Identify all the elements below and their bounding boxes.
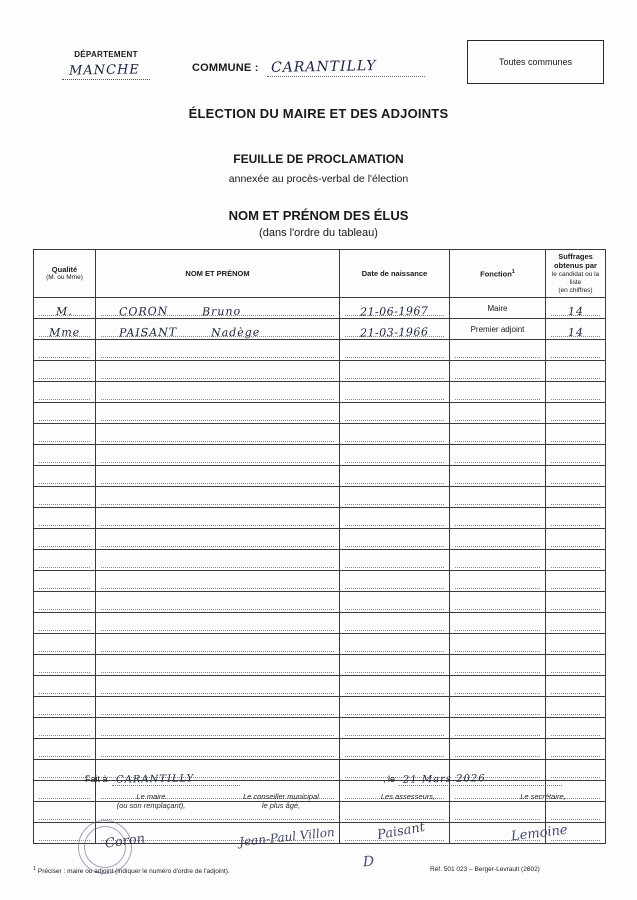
cell-nom-prenom[interactable] — [96, 403, 340, 424]
cell-qualite[interactable] — [34, 403, 96, 424]
elected-officials-table — [33, 249, 606, 844]
cell-suffrages[interactable] — [546, 550, 606, 571]
cell-date-naissance[interactable] — [340, 403, 450, 424]
cell-qualite[interactable] — [34, 718, 96, 739]
toutes-communes-label: Toutes communes — [498, 57, 573, 67]
cell-nom-prenom[interactable] — [96, 718, 340, 739]
cell-suffrages[interactable]: 14 — [546, 298, 606, 319]
cell-fonction[interactable] — [450, 739, 546, 760]
signature-mark-assesseurs: Paisant — [376, 819, 427, 844]
form-reference: Réf. 501 023 – Berger-Levrault (2602) — [430, 866, 540, 873]
table-row — [34, 361, 606, 382]
cell-qualite[interactable] — [34, 508, 96, 529]
cell-fonction[interactable] — [450, 529, 546, 550]
cell-date-naissance[interactable] — [340, 613, 450, 634]
signature-label-conseiller-line1: Le conseiller municipal — [243, 792, 319, 801]
column-header-date-naissance-title: Date de naissance — [361, 268, 428, 278]
column-header-suffrages-title: Suffrages obtenus par — [554, 252, 597, 271]
cell-nom-prenom[interactable] — [96, 571, 340, 592]
cell-date-naissance[interactable] — [340, 340, 450, 361]
cell-date-naissance[interactable]: 21-06-1967 — [340, 298, 450, 319]
cell-date-naissance[interactable] — [340, 676, 450, 697]
cell-fonction[interactable] — [450, 340, 546, 361]
cell-qualite[interactable] — [34, 613, 96, 634]
signature-block-maire — [91, 792, 211, 811]
cell-nom-prenom[interactable] — [96, 466, 340, 487]
cell-nom-prenom[interactable] — [96, 634, 340, 655]
form-header — [0, 40, 637, 90]
departement-value — [62, 62, 150, 80]
table-header — [34, 250, 606, 298]
cell-qualite[interactable] — [34, 634, 96, 655]
section-subtitle-ordre: (dans l'ordre du tableau) — [259, 227, 378, 239]
table-row — [34, 298, 606, 319]
cell-nom-prenom[interactable] — [96, 340, 340, 361]
cell-date-naissance[interactable] — [340, 655, 450, 676]
cell-date-naissance[interactable] — [340, 361, 450, 382]
cell-qualite[interactable]: Mme — [34, 319, 96, 340]
toutes-communes-box — [467, 40, 604, 84]
cell-date-naissance[interactable] — [340, 571, 450, 592]
departement-label: DÉPARTEMENT — [74, 50, 138, 59]
cell-fonction[interactable]: Maire — [450, 298, 546, 319]
cell-suffrages[interactable] — [546, 424, 606, 445]
cell-nom-prenom[interactable] — [96, 592, 340, 613]
cell-fonction[interactable] — [450, 676, 546, 697]
footnote-superscript: 1 — [33, 866, 37, 872]
cell-nom-prenom[interactable] — [96, 739, 340, 760]
table-row — [34, 487, 606, 508]
cell-fonction[interactable] — [450, 382, 546, 403]
le-date-field — [383, 774, 562, 786]
departement-handwriting: MANCHE — [68, 62, 140, 79]
cell-fonction[interactable] — [450, 571, 546, 592]
table-row — [34, 697, 606, 718]
cell-fonction[interactable] — [450, 424, 546, 445]
table-row — [34, 718, 606, 739]
cell-suffrages[interactable] — [546, 739, 606, 760]
signature-block-secretaire — [488, 792, 598, 801]
cell-suffrages[interactable] — [546, 697, 606, 718]
signature-block-conseiller — [221, 792, 341, 811]
cell-suffrages[interactable] — [546, 361, 606, 382]
cell-suffrages[interactable] — [546, 613, 606, 634]
signature-mark-maire: Coron — [104, 831, 147, 852]
signature-label-maire-line1: Le maire — [136, 792, 166, 801]
cell-nom-prenom[interactable] — [96, 676, 340, 697]
cell-nom-prenom[interactable] — [96, 361, 340, 382]
cell-fonction[interactable] — [450, 634, 546, 655]
cell-fonction[interactable] — [450, 466, 546, 487]
table-row — [34, 529, 606, 550]
table-row — [34, 655, 606, 676]
column-header-qualite-title: Qualité — [51, 264, 78, 274]
cell-date-naissance[interactable] — [340, 424, 450, 445]
column-header-nom-prenom — [96, 250, 340, 298]
cell-nom-prenom[interactable] — [96, 697, 340, 718]
cell-qualite[interactable] — [34, 487, 96, 508]
table-row — [34, 403, 606, 424]
cell-qualite[interactable] — [34, 592, 96, 613]
signature-label-assesseurs-line1: Les assesseurs, — [380, 792, 436, 801]
table-row — [34, 319, 606, 340]
table-row — [34, 466, 606, 487]
cell-qualite[interactable] — [34, 550, 96, 571]
signature-mark-conseiller: Jean-Paul Villon — [238, 825, 336, 849]
column-header-qualite — [34, 250, 96, 298]
cell-suffrages[interactable] — [546, 718, 606, 739]
signature-block-assesseurs — [353, 792, 463, 801]
cell-date-naissance[interactable] — [340, 487, 450, 508]
column-header-suffrages — [546, 250, 606, 298]
signature-label-conseiller-line2: le plus âgé, — [261, 801, 301, 811]
cell-date-naissance[interactable]: 21-03-1966 — [340, 319, 450, 340]
table-row — [34, 739, 606, 760]
cell-suffrages[interactable] — [546, 487, 606, 508]
section-title-noms: NOM ET PRÉNOM DES ÉLUS — [228, 208, 409, 223]
cell-date-naissance[interactable] — [340, 466, 450, 487]
cell-fonction[interactable]: Premier adjoint — [450, 319, 546, 340]
cell-qualite[interactable] — [34, 739, 96, 760]
cell-date-naissance[interactable] — [340, 550, 450, 571]
cell-date-naissance[interactable] — [340, 697, 450, 718]
cell-qualite[interactable] — [34, 466, 96, 487]
column-header-fonction-superscript: 1 — [511, 268, 515, 275]
page-title: ÉLECTION DU MAIRE ET DES ADJOINTS — [188, 106, 449, 121]
signature-mark-secretaire: Lemoine — [510, 822, 569, 845]
cell-suffrages[interactable] — [546, 529, 606, 550]
commune-handwriting: CARANTILLY — [270, 58, 377, 76]
column-header-qualite-sub: (M. ou Mme) — [46, 274, 83, 282]
column-header-fonction — [450, 250, 546, 298]
cell-suffrages[interactable] — [546, 508, 606, 529]
table-row — [34, 550, 606, 571]
cell-qualite[interactable] — [34, 361, 96, 382]
cell-date-naissance[interactable] — [340, 718, 450, 739]
cell-qualite[interactable] — [34, 529, 96, 550]
elected-officials-table-wrapper — [33, 249, 605, 844]
cell-date-naissance[interactable] — [340, 634, 450, 655]
cell-nom-prenom[interactable] — [96, 382, 340, 403]
cell-qualite[interactable] — [34, 697, 96, 718]
cell-qualite[interactable] — [34, 445, 96, 466]
fait-a-value — [112, 774, 240, 786]
cell-qualite[interactable] — [34, 676, 96, 697]
cell-qualite[interactable] — [34, 340, 96, 361]
cell-qualite[interactable] — [34, 382, 96, 403]
signature-label-maire-line2: (ou son remplaçant), — [116, 801, 186, 811]
cell-nom-prenom[interactable] — [96, 529, 340, 550]
fait-a-label: Fait à — [85, 774, 108, 784]
signature-mark-extra: D — [362, 853, 375, 871]
form-subtitle-proclamation: FEUILLE DE PROCLAMATION — [233, 152, 404, 166]
fait-a-field — [85, 774, 240, 786]
cell-suffrages[interactable] — [546, 676, 606, 697]
table-row — [34, 445, 606, 466]
commune-block — [192, 58, 425, 77]
cell-fonction[interactable] — [450, 487, 546, 508]
form-subtitle-annexee: annexée au procès-verbal de l'élection — [228, 173, 409, 185]
cell-nom-prenom[interactable]: PAISANT Nadège — [96, 319, 340, 340]
cell-nom-prenom[interactable] — [96, 613, 340, 634]
cell-nom-prenom[interactable] — [96, 424, 340, 445]
cell-fonction[interactable] — [450, 403, 546, 424]
commune-label: COMMUNE : — [192, 62, 259, 74]
cell-qualite[interactable] — [34, 424, 96, 445]
le-date-handwriting: 21 Mars 2026 — [402, 773, 486, 786]
cell-qualite[interactable] — [34, 655, 96, 676]
cell-fonction[interactable] — [450, 592, 546, 613]
cell-date-naissance[interactable] — [340, 592, 450, 613]
cell-date-naissance[interactable] — [340, 382, 450, 403]
cell-fonction[interactable] — [450, 655, 546, 676]
table-row — [34, 571, 606, 592]
cell-suffrages[interactable] — [546, 571, 606, 592]
fait-a-handwriting: CARANTILLY — [115, 773, 194, 786]
le-date-label: , le — [383, 774, 396, 784]
cell-date-naissance[interactable] — [340, 445, 450, 466]
cell-nom-prenom[interactable]: CORON Bruno — [96, 298, 340, 319]
commune-value — [267, 58, 425, 77]
footnote — [33, 866, 230, 875]
table-row — [34, 508, 606, 529]
cell-nom-prenom[interactable] — [96, 445, 340, 466]
cell-suffrages[interactable]: 14 — [546, 319, 606, 340]
cell-nom-prenom[interactable] — [96, 655, 340, 676]
cell-nom-prenom[interactable] — [96, 508, 340, 529]
departement-block — [62, 50, 150, 80]
footnote-text: Préciser : maire ou adjoint (indiquer le numéro d'ordre de l'adjoint). — [37, 868, 230, 876]
cell-fonction[interactable] — [450, 361, 546, 382]
cell-nom-prenom[interactable] — [96, 487, 340, 508]
cell-qualite[interactable]: M. — [34, 298, 96, 319]
cell-date-naissance[interactable] — [340, 508, 450, 529]
cell-fonction[interactable] — [450, 697, 546, 718]
cell-qualite[interactable] — [34, 571, 96, 592]
table-row — [34, 676, 606, 697]
table-body — [34, 298, 606, 844]
cell-suffrages[interactable] — [546, 592, 606, 613]
cell-date-naissance[interactable] — [340, 529, 450, 550]
cell-nom-prenom[interactable] — [96, 550, 340, 571]
cell-suffrages[interactable] — [546, 655, 606, 676]
cell-suffrages[interactable] — [546, 634, 606, 655]
cell-suffrages[interactable] — [546, 382, 606, 403]
table-row — [34, 340, 606, 361]
cell-suffrages[interactable] — [546, 466, 606, 487]
cell-date-naissance[interactable] — [340, 739, 450, 760]
table-row — [34, 613, 606, 634]
table-row — [34, 424, 606, 445]
cell-fonction[interactable] — [450, 613, 546, 634]
le-date-value — [399, 774, 562, 786]
cell-fonction[interactable] — [450, 445, 546, 466]
column-header-fonction-title: Fonction — [480, 269, 512, 279]
table-header-row — [34, 250, 606, 298]
signature-label-secretaire-line1: Le secrétaire, — [520, 792, 566, 801]
table-row — [34, 634, 606, 655]
table-row — [34, 382, 606, 403]
cell-suffrages[interactable] — [546, 445, 606, 466]
cell-fonction[interactable] — [450, 718, 546, 739]
cell-suffrages[interactable] — [546, 340, 606, 361]
cell-fonction[interactable] — [450, 508, 546, 529]
cell-fonction[interactable] — [450, 550, 546, 571]
column-header-nom-prenom-title: NOM ET PRÉNOM — [185, 268, 250, 278]
cell-suffrages[interactable] — [546, 403, 606, 424]
table-row — [34, 592, 606, 613]
column-header-date-naissance — [340, 250, 450, 298]
column-header-suffrages-sub: le candidat ou la liste (en chiffres) — [551, 270, 600, 294]
